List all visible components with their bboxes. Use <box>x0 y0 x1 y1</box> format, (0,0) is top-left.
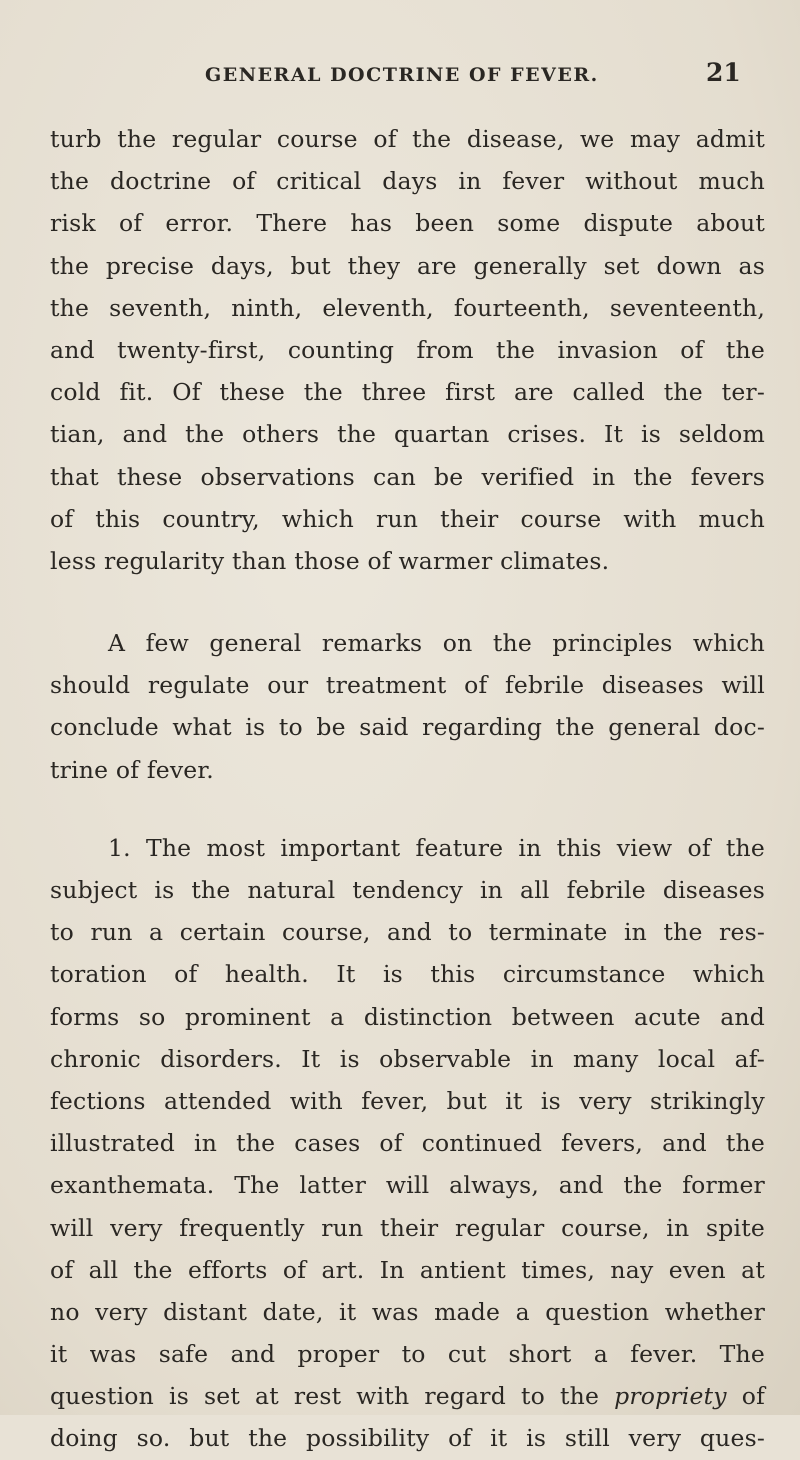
text-line: it was safe and proper to cut short a fever. The <box>50 1340 765 1369</box>
text-line: that these observations can be verified in the fevers <box>50 462 765 491</box>
paragraph-gap <box>50 791 765 827</box>
text-line: fections attended with fever, but it is very strikingly <box>50 1086 765 1115</box>
text-line: forms so prominent a distinction between acute and <box>50 1002 765 1031</box>
text-line: less regularity than those of warmer climates. <box>50 546 610 575</box>
text-line: risk of error. There has been some dispute about <box>50 209 765 238</box>
body-text <box>50 118 765 1460</box>
text-line: the precise days, but they are generally set down as <box>50 251 765 280</box>
running-head <box>0 56 800 96</box>
text-span: question is set at rest with regard to the <box>50 1382 615 1411</box>
paragraph-1 <box>50 118 765 582</box>
text-line: the seventh, ninth, eleventh, fourteenth, seventeenth, <box>50 293 765 322</box>
text-line: toration of health. It is this circumstance which <box>50 960 765 989</box>
italic-word: propriety <box>614 1382 727 1411</box>
text-line: subject is the natural tendency in all febrile diseases <box>50 876 765 904</box>
text-line: no very distant date, it was made a question whether <box>50 1297 765 1326</box>
text-line: cold fit. Of these the three first are called the ter- <box>50 378 765 407</box>
text-line: 1. The most important feature in this view of the <box>108 833 765 862</box>
text-line: to run a certain course, and to terminate in the res- <box>50 918 765 947</box>
text-line: conclude what is to be said regarding the general doc- <box>50 713 765 742</box>
text-line: A few general remarks on the principles which <box>108 629 765 658</box>
text-line: illustrated in the cases of continued fevers, and the <box>50 1129 765 1158</box>
text-line: of all the efforts of art. In antient times, nay even at <box>50 1255 765 1284</box>
text-line: should regulate our treatment of febrile diseases will <box>50 671 765 700</box>
running-title: GENERAL DOCTRINE OF FEVER. <box>205 64 599 86</box>
paragraph-2 <box>50 622 765 791</box>
text-line: doing so. but the possibility of it is still very ques- <box>50 1424 765 1453</box>
text-line: chronic disorders. It is observable in many local af- <box>50 1044 765 1073</box>
paragraph-gap <box>50 582 765 622</box>
text-line: will very frequently run their regular course, in spite <box>50 1213 765 1242</box>
text-line: trine of fever. <box>50 755 214 784</box>
text-line: of this country, which run their course with much <box>50 504 765 533</box>
text-line: exanthemata. The latter will always, and the former <box>50 1171 765 1200</box>
text-line: the doctrine of critical days in fever without much <box>50 167 765 196</box>
text-span: of <box>726 1382 766 1411</box>
text-line <box>50 1375 765 1417</box>
paragraph-3 <box>50 827 765 1460</box>
text-line: tian, and the others the quartan crises. It is seldom <box>50 420 765 449</box>
text-line: turb the regular course of the disease, we may admit <box>50 125 765 153</box>
text-line: and twenty-first, counting from the invasion of the <box>50 335 765 364</box>
page-number: 21 <box>706 58 741 87</box>
